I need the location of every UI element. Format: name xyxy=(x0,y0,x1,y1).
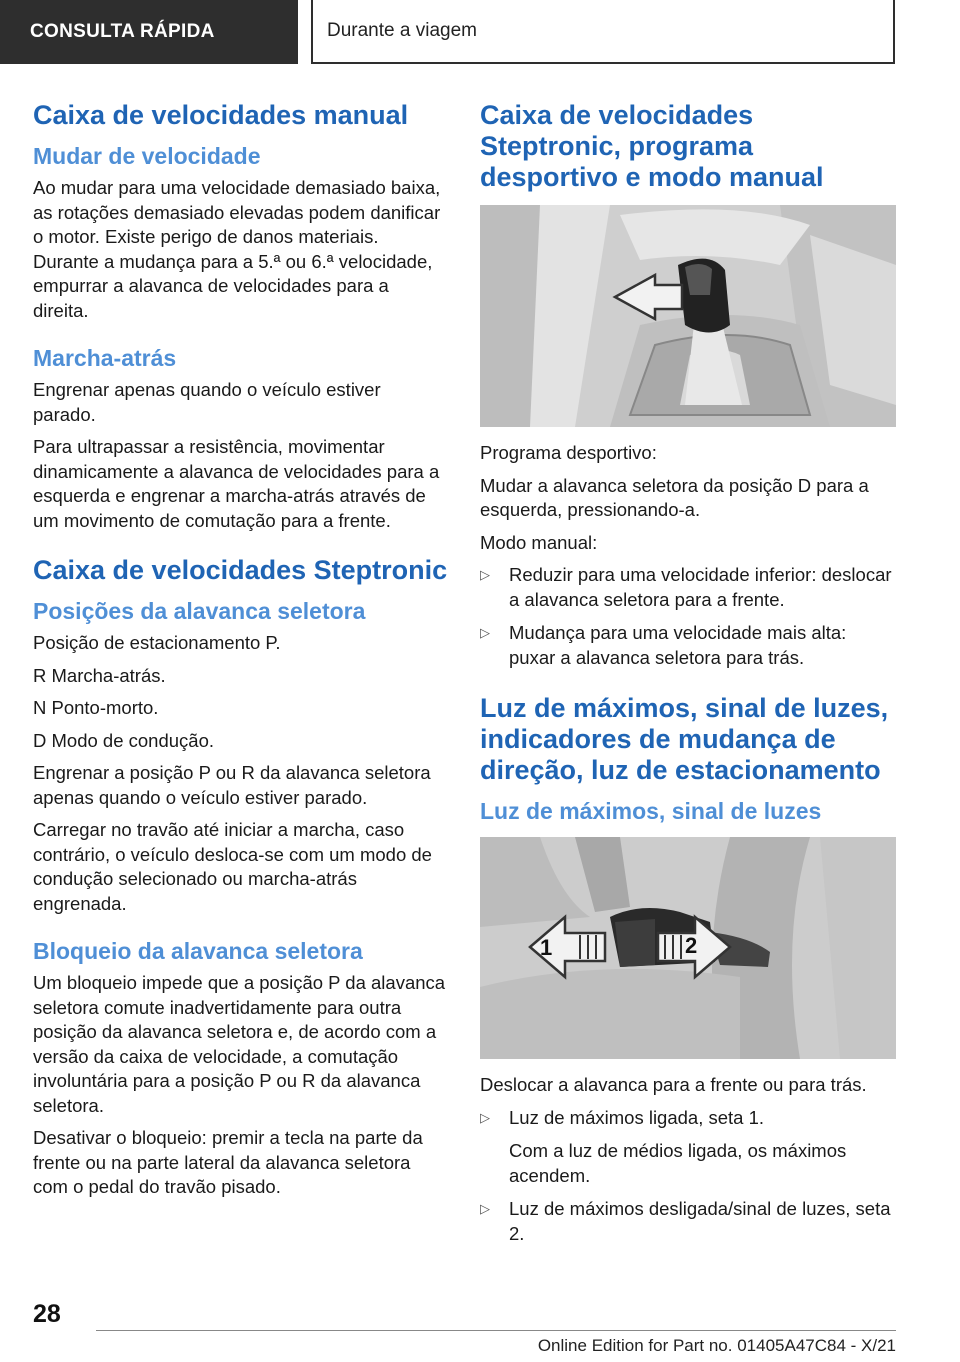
chapter-tab: Durante a viagem xyxy=(311,0,895,64)
heading-steptronic: Caixa de velocidades Steptronic xyxy=(33,555,448,585)
text-reverse-2: Para ultrapassar a resistência, movimentar dinamicamente a alavanca de velocidades para a esquerda e engrenar a marcha-atrás através de um movimento de comutação para a frente. xyxy=(33,436,440,531)
list-item: ▷ Reduzir para uma velocidade inferior: deslocar a alavanca seletora para a frente. xyxy=(480,564,892,610)
text-position-n: N Ponto-morto. xyxy=(33,697,159,718)
heading-sport-mode: Caixa de velocidades Steptronic, programa desportivo e modo manual xyxy=(480,100,824,192)
right-column xyxy=(480,100,896,1255)
heading-lights: Luz de máximos, sinal de luzes, indicadores de mudança de direção, luz de estacionamento xyxy=(480,693,889,785)
list-item: ▷ Luz de máximos ligada, seta 1. xyxy=(480,1106,765,1128)
triangle-right-icon: ▷ xyxy=(480,625,490,640)
text-position-d: D Modo de condução. xyxy=(33,729,215,751)
text-manual-label: Modo manual: xyxy=(480,531,598,553)
page-header xyxy=(0,0,960,66)
text-position-r: R Marcha-atrás. xyxy=(33,664,166,686)
text-position-brake: Carregar no travão até iniciar a marcha, caso contrário, o veículo desloca-se com um modo de condução selecionado ou marcha-atrás engrenada. xyxy=(33,819,432,914)
text-position-engage: Engrenar a posição P ou R da alavanca seletora apenas quando o veículo estiver parado. xyxy=(33,762,431,808)
high-beam-list-2 xyxy=(480,1197,896,1246)
footer-edition: Online Edition for Part no. 01405A47C84 - X/21 xyxy=(537,1336,896,1355)
page-number: 28 xyxy=(33,1300,61,1328)
text-lock-2: Desativar o bloqueio: premir a tecla na parte da frente ou na parte lateral da alavanca seletora com o pedal do travão pisado. xyxy=(33,1127,423,1197)
arrow-label-1: 1 xyxy=(540,935,553,960)
left-column xyxy=(33,100,448,1208)
text-sport: Mudar a alavanca seletora da posição D para a esquerda, pressionando-a. xyxy=(480,474,869,520)
heading-shift: Mudar de velocidade xyxy=(33,143,261,169)
triangle-right-icon: ▷ xyxy=(480,1201,490,1216)
heading-positions: Posições da alavanca seletora xyxy=(33,598,366,624)
text-sport-label: Programa desportivo: xyxy=(480,442,657,463)
text-high-beam-note: Com a luz de médios ligada, os máximos acendem. xyxy=(509,1140,847,1186)
light-stalk-drawing xyxy=(480,837,896,1059)
gear-selector-drawing xyxy=(480,205,896,427)
heading-lock: Bloqueio da alavanca seletora xyxy=(33,938,363,964)
triangle-right-icon: ▷ xyxy=(480,567,490,582)
arrow-label-2: 2 xyxy=(685,933,698,958)
section-tab: CONSULTA RÁPIDA xyxy=(0,0,298,64)
text-high-beam: Deslocar a alavanca para a frente ou para trás. xyxy=(480,1074,867,1095)
triangle-right-icon: ▷ xyxy=(480,1109,490,1125)
heading-reverse: Marcha-atrás xyxy=(33,345,177,371)
heading-manual-gearbox: Caixa de velocidades manual xyxy=(33,100,409,130)
text-position-p: Posição de estacionamento P. xyxy=(33,632,281,653)
text-reverse-1: Engrenar apenas quando o veículo estiver parado. xyxy=(33,379,381,425)
text-shift: Ao mudar para uma velocidade demasiado baixa, as rotações demasiado elevadas podem danificar o motor. Existe perigo de danos materiais. Durante a mudança para a 5.ª ou 6.ª velocidade, empurrar a alavanca de velocidades para a direita. xyxy=(33,177,441,321)
footer-divider xyxy=(96,1330,896,1331)
list-item: ▷ Mudança para uma velocidade mais alta: puxar a alavanca seletora para trás. xyxy=(480,622,847,668)
heading-high-beam: Luz de máximos, sinal de luzes xyxy=(480,798,822,824)
high-beam-list xyxy=(480,1106,896,1131)
light-stalk-illustration xyxy=(480,837,896,1059)
manual-mode-list xyxy=(480,563,896,670)
gear-selector-illustration xyxy=(480,205,896,427)
list-item: ▷ Luz de máximos desligada/sinal de luzes, seta 2. xyxy=(480,1198,891,1244)
text-lock-1: Um bloqueio impede que a posição P da alavanca seletora comute inadvertidamente para outra posição da alavanca seletora e, de acordo com a versão da caixa de velocidade, a comutação involuntária para a posição P ou R da alavanca seletora. xyxy=(33,972,446,1116)
